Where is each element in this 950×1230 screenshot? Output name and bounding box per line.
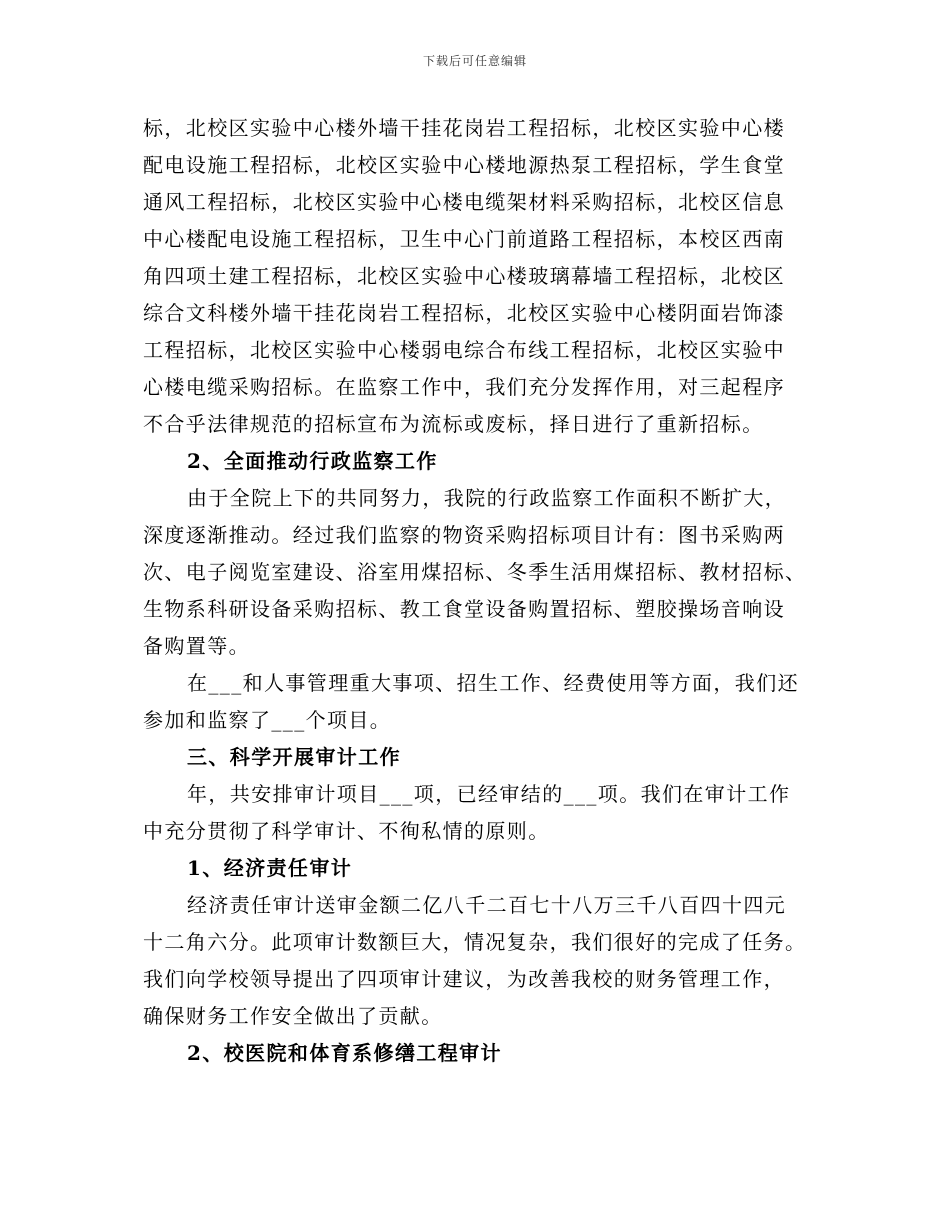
paragraph-line: 在___和人事管理重大事项、招生工作、经费使用等方面，我们还 <box>187 671 799 695</box>
paragraph-line: 年，共安排审计项目___项，已经审结的___项。我们在审计工作 <box>187 782 791 806</box>
paragraph-line: 由于全院上下的共同努力，我院的行政监察工作面积不断扩大， <box>187 486 787 510</box>
paragraph-line: 通风工程招标，北校区实验中心楼电缆架材料采购招标，北校区信息 <box>143 190 785 214</box>
paragraph-line: 心楼电缆采购招标。在监察工作中，我们充分发挥作用，对三起程序 <box>143 375 785 399</box>
paragraph-line: 经济责任审计送审金额二亿八千二百七十八万三千八百四十四元 <box>187 893 787 917</box>
paragraph-line: 标，北校区实验中心楼外墙干挂花岗岩工程招标，北校区实验中心楼 <box>143 116 785 140</box>
paragraph-line: 中充分贯彻了科学审计、不徇私情的原则。 <box>143 819 550 843</box>
section-heading: 1、经济责任审计 <box>187 856 353 880</box>
paragraph-line: 备购置等。 <box>143 634 250 658</box>
section-heading: 2、全面推动行政监察工作 <box>187 449 438 473</box>
paragraph-line: 我们向学校领导提出了四项审计建议，为改善我校的财务管理工作， <box>143 967 785 991</box>
paragraph-line: 生物系科研设备采购招标、教工食堂设备购置招标、塑胶操场音响设 <box>143 597 785 621</box>
section-heading: 2、校医院和体育系修缮工程审计 <box>187 1041 502 1065</box>
paragraph-line: 不合乎法律规范的招标宣布为流标或废标，择日进行了重新招标。 <box>143 412 764 436</box>
paragraph-line: 中心楼配电设施工程招标，卫生中心门前道路工程招标，本校区西南 <box>143 227 785 251</box>
paragraph-line: 工程招标，北校区实验中心楼弱电综合布线工程招标，北校区实验中 <box>143 338 785 362</box>
paragraph-line: 确保财务工作安全做出了贡献。 <box>143 1004 443 1028</box>
paragraph-line: 十二角六分。此项审计数额巨大，情况复杂，我们很好的完成了任务。 <box>143 930 807 954</box>
section-heading: 三、科学开展审计工作 <box>187 745 401 769</box>
paragraph-line: 深度逐渐推动。经过我们监察的物资采购招标项目计有：图书采购两 <box>143 523 785 547</box>
paragraph-line: 配电设施工程招标，北校区实验中心楼地源热泵工程招标，学生食堂 <box>143 153 785 177</box>
paragraph-line: 次、电子阅览室建设、浴室用煤招标、冬季生活用煤招标、教材招标、 <box>143 560 807 584</box>
paragraph-line: 综合文科楼外墙干挂花岗岩工程招标，北校区实验中心楼阴面岩饰漆 <box>143 301 785 325</box>
document-body <box>143 110 815 1072</box>
paragraph-line: 参加和监察了___个项目。 <box>143 708 392 732</box>
paragraph-line: 角四项土建工程招标，北校区实验中心楼玻璃幕墙工程招标，北校区 <box>143 264 785 288</box>
page-header: 下载后可任意编辑 <box>422 54 527 68</box>
